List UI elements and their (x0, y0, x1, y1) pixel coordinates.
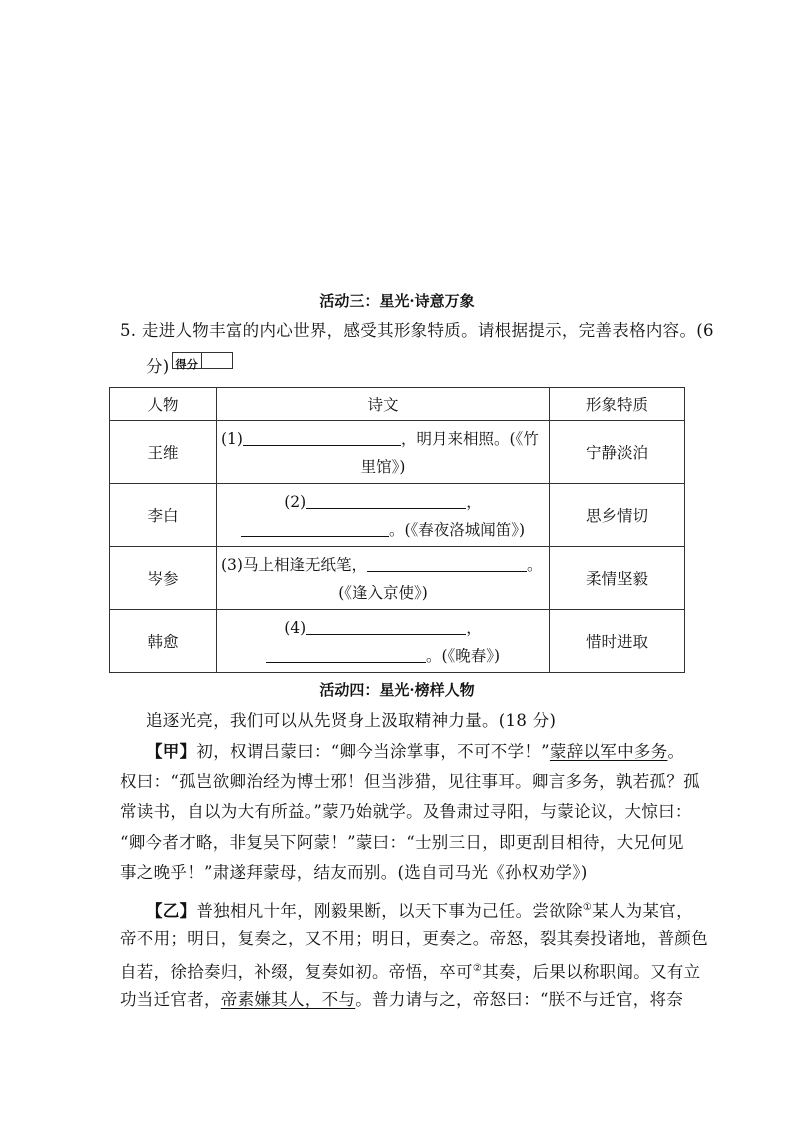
poem-prefix: (4) (284, 619, 307, 637)
poem-line-2: 里馆》) (360, 458, 406, 476)
poem-line (221, 553, 545, 575)
jia-line-5: 事之晚乎！”肃遂拜蒙母，结友而别。(选自司马光《孙权劝学》) (120, 863, 588, 882)
jia-line-2: 权曰：“孤岂欲卿治经为博士邪！但当涉猎，见往事耳。卿言多务，孰若孤？孤 (120, 772, 700, 791)
person-cell: 岑参 (110, 547, 217, 610)
answer-blank-2a[interactable] (306, 492, 466, 509)
header-trait: 形象特质 (550, 388, 685, 421)
activity4-intro: 追逐光亮，我们可以从先贤身上汲取精神力量。(18 分) (146, 711, 557, 730)
table-row (110, 484, 685, 547)
poem-line (221, 427, 545, 449)
yi-text-1a: 普独相凡十年，刚毅果断，以天下事为己任。尝欲除 (196, 901, 583, 921)
poem-line (221, 616, 545, 638)
poem-cell (217, 484, 550, 547)
answer-blank-4a[interactable] (306, 618, 466, 635)
poem-suffix-2: 。(《春夜洛城闻笛》) (388, 521, 526, 539)
yi-line-2: 帝不用；明日，复奏之，又不用；明日，更奏之。帝怒，裂其奏投诸地，普颜色 (120, 929, 708, 948)
poem-suffix: ， (466, 493, 482, 511)
jia-line-3: 常读书，自以为大有所益。”蒙乃始就学。及鲁肃过寻阳，与蒙论议，大惊曰： (120, 802, 692, 821)
score-blank[interactable] (201, 353, 232, 368)
person-cell: 王维 (110, 421, 217, 484)
table-header-row (110, 388, 685, 421)
poem-prefix: (3)马上相逢无纸笔， (221, 556, 367, 574)
activity3-title: 活动三：星光·诗意万象 (319, 292, 475, 310)
footnote-1: ① (582, 902, 593, 913)
jia-line-4: “卿今者才略，非复吴下阿蒙！”蒙曰：“士别三日，即更刮目相待，大兄何见 (120, 833, 684, 852)
answer-blank-3[interactable] (367, 555, 527, 572)
question-5: 5. 走进人物丰富的内心世界，感受其形象特质。请根据提示，完善表格内容。(6 (120, 321, 714, 340)
jia-text-1a: 初，权谓吕蒙曰：“卿今当涂掌事，不可不学！” (196, 742, 550, 761)
yi-text-1b: 某人为某官， (592, 901, 693, 921)
header-poem: 诗文 (217, 388, 550, 421)
trait-cell: 宁静淡泊 (550, 421, 685, 484)
yi-text-4c: 。普力请与之，帝怒曰：“朕不与迁官，将奈 (355, 990, 684, 1009)
poem-line-2 (221, 518, 545, 540)
yi-text-3b: 其奏，后果以称职闻。又有立 (482, 962, 701, 982)
jia-underlined: 蒙辞以军中多务 (549, 742, 668, 761)
yi-tag: 【乙】 (146, 901, 197, 921)
score-box[interactable] (172, 352, 234, 369)
poem-suffix: ， (466, 619, 482, 637)
question-5-cont-text: 分) (146, 357, 170, 376)
person-cell: 韩愈 (110, 610, 217, 673)
yi-underlined: 帝素嫌其人，不与 (220, 990, 356, 1009)
yi-line-4 (120, 985, 683, 1015)
yi-line-3 (120, 954, 700, 988)
trait-cell: 思乡情切 (550, 484, 685, 547)
poem-table (109, 387, 685, 673)
trait-cell: 柔情坚毅 (550, 547, 685, 610)
poem-prefix: (1) (221, 430, 243, 448)
header-person: 人物 (110, 388, 217, 421)
trait-cell: 惜时进取 (550, 610, 685, 673)
poem-suffix-2: 。(《晚春》) (425, 647, 501, 665)
footnote-2: ② (472, 963, 483, 974)
answer-blank-2b[interactable] (241, 520, 389, 537)
table-row (110, 547, 685, 610)
answer-blank-4b[interactable] (266, 646, 426, 663)
poem-line-2: (《逢入京使》) (338, 584, 428, 602)
yi-text-4a: 功当迁官者， (120, 990, 221, 1009)
yi-line-1 (146, 893, 693, 927)
poem-cell (217, 421, 550, 484)
poem-prefix: (2) (284, 493, 307, 511)
table-row (110, 421, 685, 484)
person-cell: 李白 (110, 484, 217, 547)
poem-suffix: 。 (526, 556, 543, 574)
answer-blank-1[interactable] (243, 429, 401, 446)
poem-line-2 (221, 644, 545, 666)
poem-suffix: ，明月来相照。(《竹 (400, 430, 539, 448)
jia-tag: 【甲】 (146, 742, 197, 761)
poem-cell (217, 610, 550, 673)
jia-line-1 (146, 737, 684, 767)
score-label: 得分 (175, 358, 199, 371)
table-row (110, 610, 685, 673)
jia-text-1c: 。 (667, 742, 685, 761)
question-5-cont (146, 352, 233, 382)
yi-text-3a: 自若，徐拾奏归，补缀，复奏如初。帝悟，卒可 (120, 962, 473, 982)
poem-cell (217, 547, 550, 610)
poem-line (221, 490, 545, 512)
activity4-title: 活动四：星光·榜样人物 (319, 681, 475, 699)
